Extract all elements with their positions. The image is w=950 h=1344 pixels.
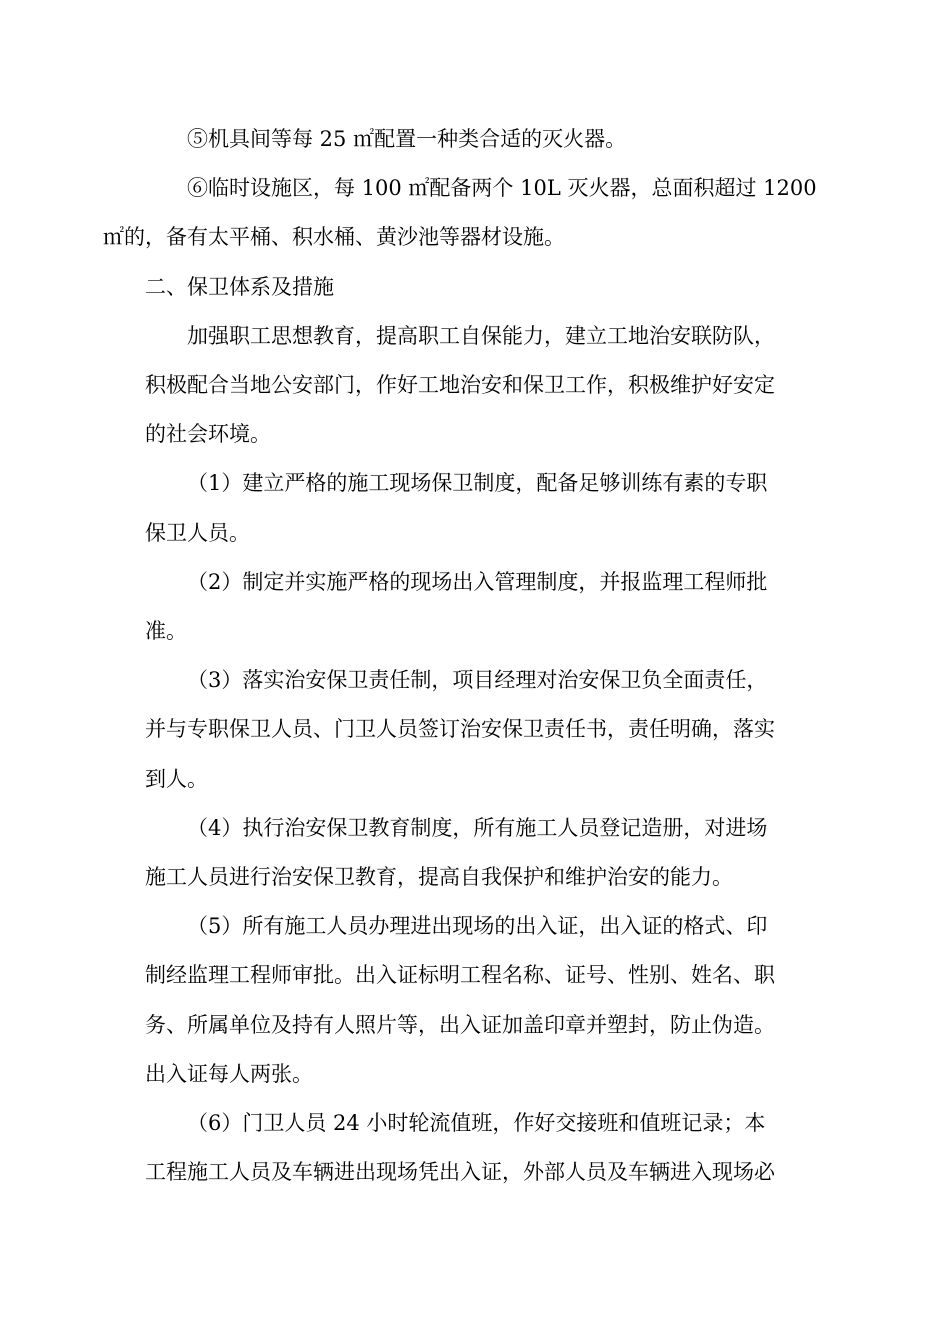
text-line: 的社会环境。 [145, 422, 271, 447]
text-line: 积极配合当地公安部门，作好工地治安和保卫工作，积极维护好安定 [145, 373, 775, 398]
section-heading-security-system [145, 263, 810, 312]
text-line: （1）建立严格的施工现场保卫制度，配备足够训练有素的专职 [187, 471, 768, 496]
text-line: （5）所有施工人员办理进出现场的出入证，出入证的格式、印 [187, 914, 768, 939]
document-body [103, 115, 817, 1197]
list-item-6 [145, 1099, 810, 1197]
paragraph-fire-extinguisher-temporary-facilities [103, 164, 817, 262]
text-line: 保卫人员。 [145, 520, 250, 545]
paragraph-fire-extinguisher-machinery [145, 115, 810, 164]
list-item-1 [145, 459, 810, 557]
text-line: （4）执行治安保卫教育制度，所有施工人员登记造册，对进场 [187, 815, 768, 840]
text-line: 加强职工思想教育，提高职工自保能力，建立工地治安联防队， [187, 323, 775, 348]
list-item-2 [145, 558, 810, 656]
text-line: ㎡的，备有太平桶、积水桶、黄沙池等器材设施。 [103, 225, 565, 250]
list-item-3 [145, 656, 810, 804]
text-line: ⑥临时设施区，每 100 ㎡配备两个 10L 灭火器，总面积超过 1200 [187, 176, 817, 201]
text-line: 出入证每人两张。 [145, 1061, 313, 1086]
list-item-4 [145, 804, 810, 902]
text-line: 并与专职保卫人员、门卫人员签订治安保卫责任书，责任明确，落实 [145, 717, 775, 742]
list-item-5 [145, 902, 810, 1099]
text-line: 施工人员进行治安保卫教育，提高自我保护和维护治安的能力。 [145, 865, 733, 890]
text-line: 务、所属单位及持有人照片等，出入证加盖印章并塑封，防止伪造。 [145, 1012, 775, 1037]
paragraph-security-intro [145, 312, 810, 460]
text-line: 准。 [145, 619, 187, 644]
text-line: 工程施工人员及车辆进出现场凭出入证，外部人员及车辆进入现场必 [145, 1160, 775, 1185]
text-line: 到人。 [145, 766, 208, 791]
text-line: （3）落实治安保卫责任制，项目经理对治安保卫负全面责任， [187, 668, 768, 693]
text-line: 制经监理工程师审批。出入证标明工程名称、证号、性别、姓名、职 [145, 963, 775, 988]
text-line: （2）制定并实施严格的现场出入管理制度，并报监理工程师批 [187, 569, 768, 594]
section-heading-text: 二、保卫体系及措施 [145, 274, 334, 299]
text-line: （6）门卫人员 24 小时轮流值班，作好交接班和值班记录；本 [187, 1111, 766, 1136]
text-line: ⑤机具间等每 25 ㎡配置一种类合适的灭火器。 [187, 127, 627, 151]
